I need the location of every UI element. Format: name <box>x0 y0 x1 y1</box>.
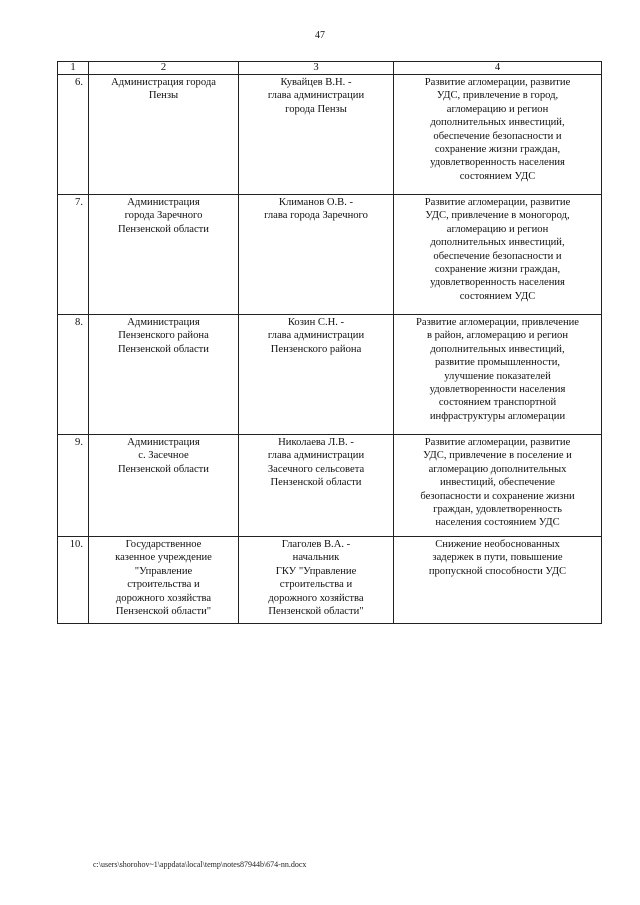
responsible-person-cell: Климанов О.В. - глава города Заречного <box>239 195 394 315</box>
document-file-path: c:\users\shorohov~1\appdata\local\temp\notes87944b\674-nn.docx <box>93 860 307 869</box>
goals-cell: Развитие агломерации, развитие УДС, привлечение в город, агломерацию и регион дополнительных инвестиций, обеспечение безопасности и сохранение жизни граждан, удовлетворенность населения состоянием УДС <box>394 75 602 195</box>
table-header-row <box>58 62 602 75</box>
organization-cell: Администрация Пензенского района Пензенской области <box>89 315 239 435</box>
responsible-person-cell: Кувайцев В.Н. - глава администрации города Пензы <box>239 75 394 195</box>
table-row <box>58 315 602 435</box>
row-number: 7. <box>58 195 89 315</box>
column-number-4: 4 <box>394 62 602 75</box>
goals-cell: Развитие агломерации, привлечение в район, агломерацию и регион дополнительных инвестиций, развитие промышленности, улучшение показателей удовлетворенности населения состоянием транспортной инфраструктуры агломерации <box>394 315 602 435</box>
row-number: 8. <box>58 315 89 435</box>
organization-cell: Администрация с. Засечное Пензенской области <box>89 435 239 537</box>
goals-cell: Развитие агломерации, развитие УДС, привлечение в поселение и агломерацию дополнительных инвестиций, обеспечение безопасности и сохранение жизни граждан, удовлетворенность населения состоянием УДС <box>394 435 602 537</box>
column-number-1: 1 <box>58 62 89 75</box>
table-row <box>58 195 602 315</box>
table-row <box>58 435 602 537</box>
row-number: 6. <box>58 75 89 195</box>
organization-cell: Администрация города Заречного Пензенской области <box>89 195 239 315</box>
column-number-2: 2 <box>89 62 239 75</box>
responsible-person-cell: Николаева Л.В. - глава администрации Засечного сельсовета Пензенской области <box>239 435 394 537</box>
row-number: 10. <box>58 537 89 624</box>
organization-cell: Государственное казенное учреждение "Управление строительства и дорожного хозяйства Пензенской области" <box>89 537 239 624</box>
goals-cell: Снижение необоснованных задержек в пути, повышение пропускной способности УДС <box>394 537 602 624</box>
table-row <box>58 75 602 195</box>
column-number-3: 3 <box>239 62 394 75</box>
responsibility-table <box>57 61 602 624</box>
goals-cell: Развитие агломерации, развитие УДС, привлечение в моногород, агломерацию и регион дополнительных инвестиций, обеспечение безопасности и сохранение жизни граждан, удовлетворенность населения состоянием УДС <box>394 195 602 315</box>
responsible-person-cell: Козин С.Н. - глава администрации Пензенского района <box>239 315 394 435</box>
page-number: 47 <box>315 30 325 41</box>
table-row <box>58 537 602 624</box>
row-number: 9. <box>58 435 89 537</box>
organization-cell: Администрация города Пензы <box>89 75 239 195</box>
responsible-person-cell: Глаголев В.А. - начальник ГКУ "Управление строительства и дорожного хозяйства Пензенской области" <box>239 537 394 624</box>
